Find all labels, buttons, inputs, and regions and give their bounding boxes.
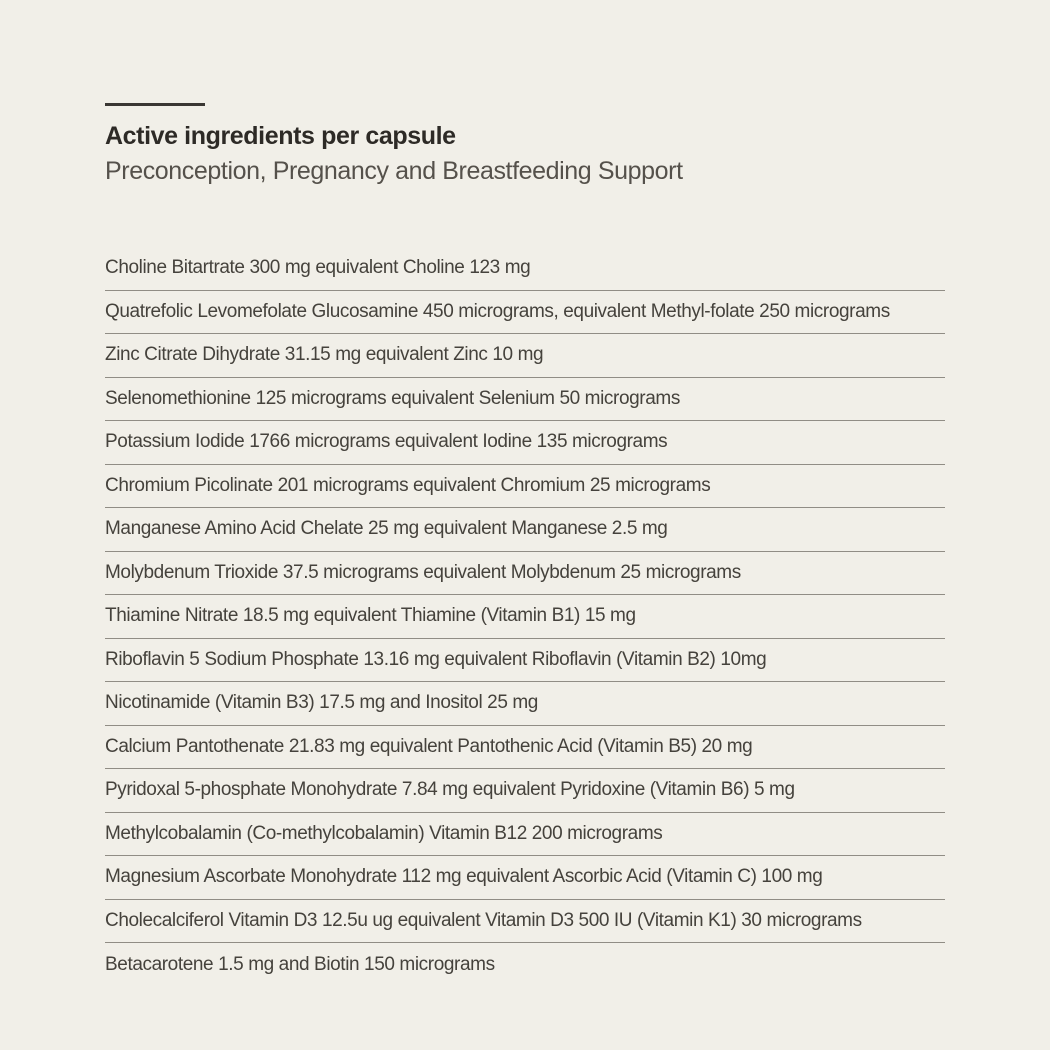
ingredient-row — [105, 813, 945, 857]
ingredient-row — [105, 378, 945, 422]
ingredient-text: Magnesium Ascorbate Monohydrate 112 mg equivalent Ascorbic Acid (Vitamin C) 100 mg — [105, 866, 823, 888]
ingredient-row — [105, 247, 945, 291]
ingredient-text: Betacarotene 1.5 mg and Biotin 150 micrograms — [105, 953, 495, 975]
ingredient-row — [105, 334, 945, 378]
ingredients-list — [105, 247, 945, 987]
ingredient-row — [105, 552, 945, 596]
ingredient-text: Potassium Iodide 1766 micrograms equivalent Iodine 135 micrograms — [105, 431, 668, 453]
ingredient-row — [105, 769, 945, 813]
ingredient-text: Manganese Amino Acid Chelate 25 mg equivalent Manganese 2.5 mg — [105, 518, 668, 540]
ingredient-row — [105, 900, 945, 944]
header-dash-rule — [105, 103, 205, 106]
ingredient-text: Calcium Pantothenate 21.83 mg equivalent Pantothenic Acid (Vitamin B5) 20 mg — [105, 735, 753, 757]
ingredient-text: Thiamine Nitrate 18.5 mg equivalent Thiamine (Vitamin B1) 15 mg — [105, 605, 636, 627]
ingredient-text: Selenomethionine 125 micrograms equivalent Selenium 50 micrograms — [105, 387, 680, 409]
ingredient-text: Zinc Citrate Dihydrate 31.15 mg equivalent Zinc 10 mg — [105, 344, 544, 366]
ingredient-text: Nicotinamide (Vitamin B3) 17.5 mg and Inositol 25 mg — [105, 692, 538, 714]
ingredient-row — [105, 856, 945, 900]
ingredient-row — [105, 682, 945, 726]
ingredient-text: Riboflavin 5 Sodium Phosphate 13.16 mg equivalent Riboflavin (Vitamin B2) 10mg — [105, 648, 767, 670]
ingredient-row — [105, 421, 945, 465]
ingredient-text: Methylcobalamin (Co-methylcobalamin) Vitamin B12 200 micrograms — [105, 822, 663, 844]
ingredient-text: Cholecalciferol Vitamin D3 12.5u ug equivalent Vitamin D3 500 IU (Vitamin K1) 30 micrograms — [105, 909, 862, 931]
ingredient-text: Pyridoxal 5-phosphate Monohydrate 7.84 mg equivalent Pyridoxine (Vitamin B6) 5 mg — [105, 779, 795, 801]
page-title: Active ingredients per capsule — [105, 122, 456, 150]
ingredient-row — [105, 639, 945, 683]
ingredient-row — [105, 943, 945, 987]
ingredient-text: Chromium Picolinate 201 micrograms equivalent Chromium 25 micrograms — [105, 474, 711, 496]
ingredient-row — [105, 595, 945, 639]
ingredient-row — [105, 508, 945, 552]
ingredient-text: Quatrefolic Levomefolate Glucosamine 450 micrograms, equivalent Methyl-folate 250 micrograms — [105, 300, 890, 322]
ingredient-row — [105, 465, 945, 509]
ingredient-row — [105, 726, 945, 770]
ingredient-text: Choline Bitartrate 300 mg equivalent Choline 123 mg — [105, 257, 531, 279]
page-subtitle: Preconception, Pregnancy and Breastfeeding Support — [105, 157, 683, 185]
ingredient-row — [105, 291, 945, 335]
ingredient-text: Molybdenum Trioxide 37.5 micrograms equivalent Molybdenum 25 micrograms — [105, 561, 741, 583]
